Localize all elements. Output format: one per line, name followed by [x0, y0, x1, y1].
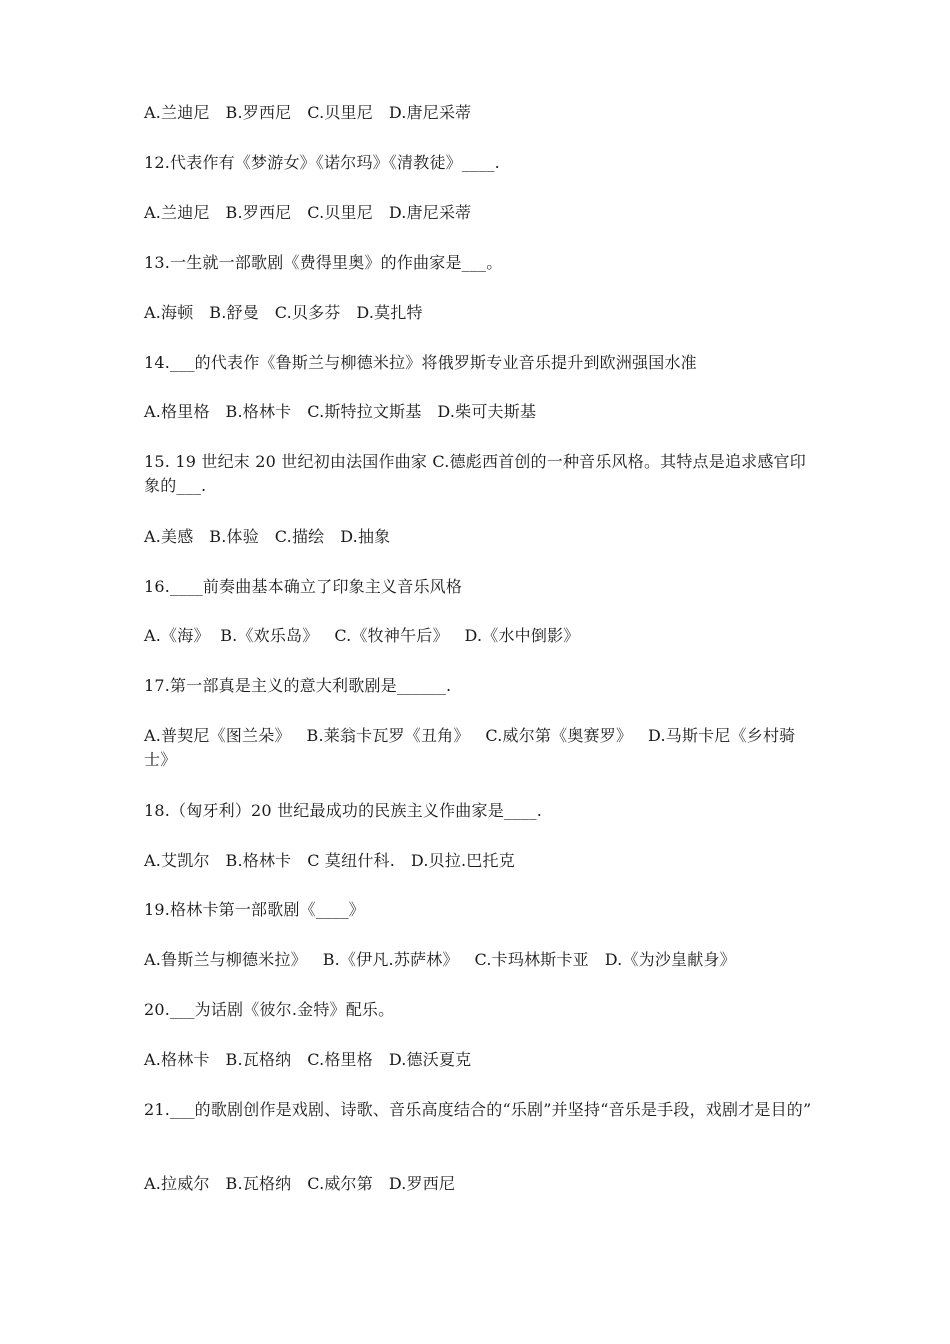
question-14: 14.___的代表作《鲁斯兰与柳德米拉》将俄罗斯专业音乐提升到欧洲强国水准	[144, 353, 697, 372]
question-13: 13.一生就一部歌剧《费得里奥》的作曲家是___。	[144, 253, 503, 272]
question-17: 17.第一部真是主义的意大利歌剧是______.	[144, 676, 452, 695]
answer-options: A.兰迪尼 B.罗西尼 C.贝里尼 D.唐尼采蒂	[144, 203, 472, 222]
question-18: 18.（匈牙利）20 世纪最成功的民族主义作曲家是____.	[144, 801, 542, 820]
question-12: 12.代表作有《梦游女》《诺尔玛》《清教徒》____.	[144, 153, 500, 172]
question-15: 15. 19 世纪末 20 世纪初由法国作曲家 C.德彪西首创的一种音乐风格。其特点是追求感官印象的___.	[144, 452, 806, 495]
question-20: 20.___为话剧《彼尔.金特》配乐。	[144, 1000, 395, 1019]
answer-options: A.普契尼《图兰朵》 B.莱翁卡瓦罗《丑角》 C.威尔第《奥赛罗》 D.马斯卡尼《乡村骑士》	[144, 726, 796, 769]
answer-options: A.艾凯尔 B.格林卡 C 莫纽什科. D.贝拉.巴托克	[144, 851, 515, 870]
question-19: 19.格林卡第一部歌剧《____》	[144, 900, 365, 919]
question-21: 21.___的歌剧创作是戏剧、诗歌、音乐高度结合的“乐剧”并坚持“音乐是手段，戏剧才是目的”	[144, 1100, 812, 1119]
answer-options: A.拉威尔 B.瓦格纳 C.威尔第 D.罗西尼	[144, 1174, 456, 1193]
answer-options: A.《海》 B.《欢乐岛》 C.《牧神午后》 D.《水中倒影》	[144, 626, 580, 645]
answer-options: A.海顿 B.舒曼 C.贝多芬 D.莫扎特	[144, 303, 423, 322]
answer-options: A.格里格 B.格林卡 C.斯特拉文斯基 D.柴可夫斯基	[144, 402, 537, 421]
answer-options: A.鲁斯兰与柳德米拉》 B.《伊凡.苏萨林》 C.卡玛林斯卡亚 D.《为沙皇献身》	[144, 950, 736, 969]
question-16: 16.____前奏曲基本确立了印象主义音乐风格	[144, 577, 463, 596]
answer-options: A.格林卡 B.瓦格纳 C.格里格 D.德沃夏克	[144, 1050, 472, 1069]
answer-options: A.兰迪尼 B.罗西尼 C.贝里尼 D.唐尼采蒂	[144, 103, 472, 122]
answer-options: A.美感 B.体验 C.描绘 D.抽象	[144, 527, 391, 546]
